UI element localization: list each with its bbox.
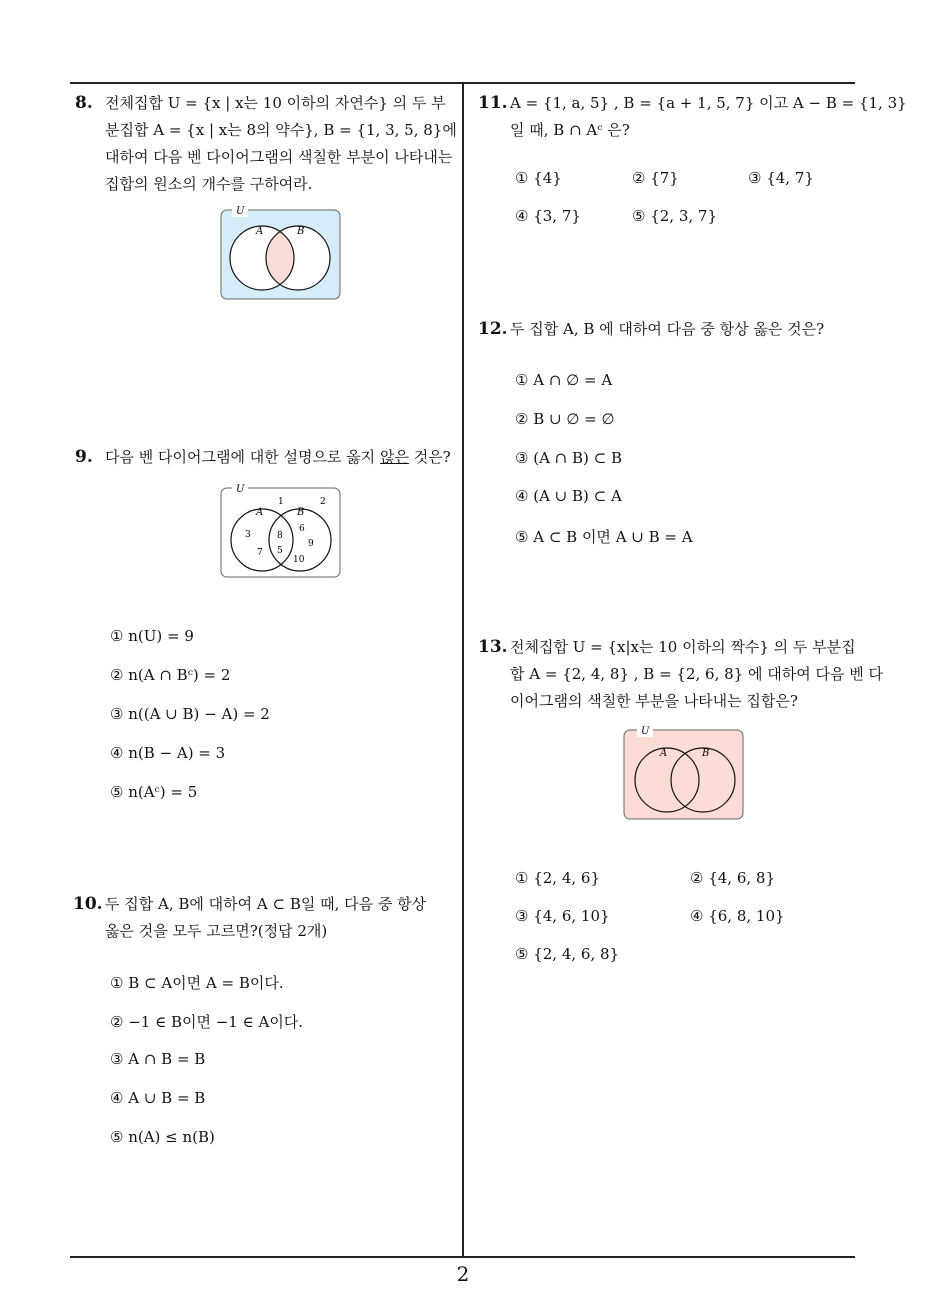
q10-line2: 옳은 것을 모두 고르면?(정답 2개): [105, 922, 328, 940]
q12-option-4[interactable]: ④ (A ∪ B) ⊂ A: [515, 487, 622, 505]
q10-line1: 두 집합 A, B에 대하여 A ⊂ B일 때, 다음 중 항상: [105, 895, 427, 913]
q8-label-u: U: [236, 206, 245, 217]
q9-label-b: B: [297, 507, 305, 518]
q9-element: 9: [308, 539, 314, 549]
q11-number: 11.: [478, 93, 508, 113]
q9-label-u: U: [236, 484, 245, 495]
q9-option-4[interactable]: ④ n(B − A) = 3: [110, 744, 226, 762]
q9-venn-diagram: [220, 482, 342, 580]
q11-option-4[interactable]: ④ {3, 7}: [515, 207, 581, 225]
q12-option-2[interactable]: ② B ∪ ∅ = ∅: [515, 410, 615, 428]
q9-option-2[interactable]: ② n(A ∩ Bᶜ) = 2: [110, 666, 231, 684]
q9-label-a: A: [256, 507, 264, 518]
column-divider: [462, 82, 464, 1257]
q13-venn-diagram: [623, 724, 745, 822]
q12-option-3[interactable]: ③ (A ∩ B) ⊂ B: [515, 449, 623, 467]
q13-label-u: U: [641, 726, 650, 737]
q12-option-1[interactable]: ① A ∩ ∅ = A: [515, 371, 613, 389]
q10-option-1[interactable]: ① B ⊂ A이면 A = B이다.: [110, 974, 284, 992]
q9-element: 2: [320, 497, 326, 507]
q8-line3: 대하여 다음 벤 다이어그램의 색칠한 부분이 나타내는: [105, 148, 453, 166]
q13-line3: 이어그램의 색칠한 부분을 나타내는 집합은?: [510, 692, 798, 710]
q8-line4: 집합의 원소의 개수를 구하여라.: [105, 175, 313, 193]
q9-element: 7: [257, 548, 263, 558]
q11-line2: 일 때, B ∩ Aᶜ 은?: [510, 121, 630, 139]
q8-label-a: A: [256, 226, 264, 237]
q9-element: 6: [299, 524, 305, 534]
q8-line1: 전체집합 U = {x | x는 10 이하의 자연수} 의 두 부: [105, 94, 446, 112]
q9-element: 8: [277, 531, 283, 541]
q11-option-2[interactable]: ② {7}: [632, 169, 679, 187]
q13-option-1[interactable]: ① {2, 4, 6}: [515, 869, 601, 887]
q9-text-after: 것은?: [408, 448, 451, 466]
q8-number: 8.: [75, 93, 93, 113]
bottom-rule: [70, 1256, 855, 1258]
q13-label-b: B: [702, 748, 710, 759]
q9-element: 5: [277, 546, 283, 556]
q13-label-a: A: [660, 748, 668, 759]
q10-option-4[interactable]: ④ A ∪ B = B: [110, 1089, 206, 1107]
q9-element: 10: [293, 555, 305, 565]
q13-line1: 전체집합 U = {x|x는 10 이하의 짝수} 의 두 부분집: [510, 638, 856, 656]
q13-line2: 합 A = {2, 4, 8} , B = {2, 6, 8} 에 대하여 다음 벤 다: [510, 665, 883, 683]
q10-option-3[interactable]: ③ A ∩ B = B: [110, 1050, 206, 1068]
q9-text-underlined: 않은: [379, 448, 409, 466]
page-number: 2: [456, 1262, 470, 1286]
q9-option-5[interactable]: ⑤ n(Aᶜ) = 5: [110, 783, 198, 801]
q8-line2: 분집합 A = {x | x는 8의 약수}, B = {1, 3, 5, 8}에: [105, 121, 457, 139]
q10-option-2[interactable]: ② −1 ∈ B이면 −1 ∈ A이다.: [110, 1013, 304, 1031]
q13-option-2[interactable]: ② {4, 6, 8}: [690, 869, 776, 887]
q12-number: 12.: [478, 319, 508, 339]
q8-venn-diagram: [220, 204, 342, 302]
q9-option-3[interactable]: ③ n((A ∪ B) − A) = 2: [110, 705, 270, 723]
q11-option-3[interactable]: ③ {4, 7}: [748, 169, 814, 187]
q9-option-1[interactable]: ① n(U) = 9: [110, 627, 194, 645]
q13-option-4[interactable]: ④ {6, 8, 10}: [690, 907, 785, 925]
q11-option-5[interactable]: ⑤ {2, 3, 7}: [632, 207, 718, 225]
q8-label-b: B: [297, 226, 305, 237]
q12-line1: 두 집합 A, B 에 대하여 다음 중 항상 옳은 것은?: [510, 320, 825, 338]
q9-number: 9.: [75, 447, 93, 467]
q9-element: 3: [245, 530, 251, 540]
q10-option-5[interactable]: ⑤ n(A) ≤ n(B): [110, 1128, 215, 1146]
q11-line1: A = {1, a, 5} , B = {a + 1, 5, 7} 이고 A − B = {1, 3}: [510, 94, 907, 112]
q13-number: 13.: [478, 637, 508, 657]
q10-number: 10.: [73, 894, 103, 914]
q9-element: 1: [278, 497, 284, 507]
q13-option-5[interactable]: ⑤ {2, 4, 6, 8}: [515, 945, 620, 963]
q13-option-3[interactable]: ③ {4, 6, 10}: [515, 907, 610, 925]
q11-option-1[interactable]: ① {4}: [515, 169, 562, 187]
q9-text-before: 다음 벤 다이어그램에 대한 설명으로 옳지: [105, 448, 380, 466]
q12-option-5[interactable]: ⑤ A ⊂ B 이면 A ∪ B = A: [515, 528, 693, 546]
